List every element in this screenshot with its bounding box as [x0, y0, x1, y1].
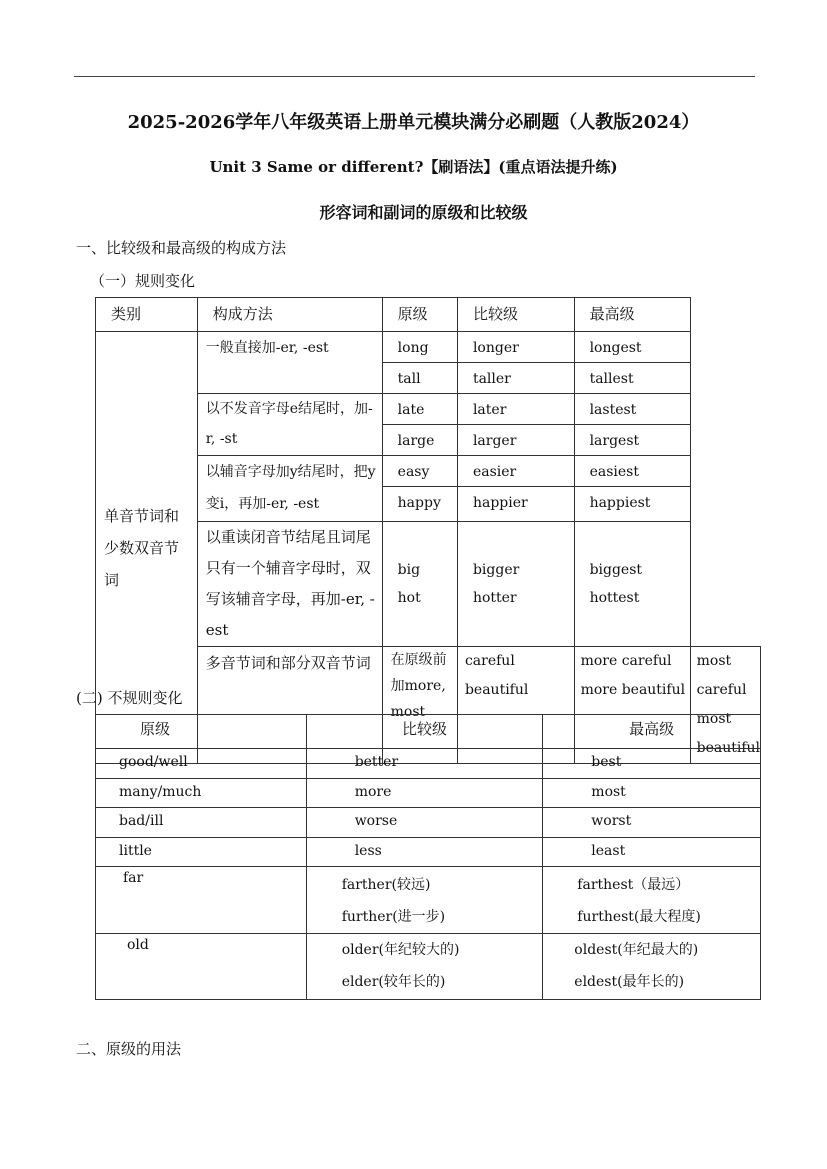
superlative-form-cell	[574, 522, 690, 647]
col-header: 比较级	[457, 298, 574, 332]
base-form: many/much	[96, 779, 307, 808]
comparative-form: less	[306, 838, 543, 867]
base-form: late	[382, 394, 457, 425]
section1-heading: 一、比较级和最高级的构成方法	[76, 239, 287, 257]
regular-heading: （一）规则变化	[90, 272, 196, 290]
base-form: easy	[382, 456, 457, 487]
comparative-form-cell	[306, 934, 543, 1000]
comparative-form: taller	[457, 363, 574, 394]
superlative-form: largest	[574, 425, 690, 456]
base-form: big	[397, 562, 421, 578]
table-row	[96, 808, 761, 838]
comparative-form: further(进一步)	[341, 909, 446, 925]
base-form: tall	[382, 363, 457, 394]
col-header: 类别	[96, 298, 198, 332]
superlative-form: most careful	[696, 653, 747, 698]
superlative-form-cell	[543, 934, 761, 1000]
base-form: bad/ill	[96, 808, 307, 838]
table-row	[96, 749, 761, 779]
superlative-form: farthest（最远）	[577, 877, 690, 893]
comparative-form: easier	[457, 456, 574, 487]
comparative-form: more beautiful	[580, 682, 686, 698]
topic-title: 形容词和副词的原级和比较级	[319, 203, 528, 222]
superlative-form: lastest	[574, 394, 690, 425]
superlative-form: easiest	[574, 456, 690, 487]
superlative-form: worst	[543, 808, 761, 838]
col-header: 原级	[96, 715, 307, 749]
base-form: hot	[397, 590, 421, 606]
col-header: 构成方法	[197, 298, 382, 332]
superlative-form: most beautiful	[696, 711, 760, 756]
comparative-form: larger	[457, 425, 574, 456]
header-rule	[74, 76, 755, 77]
document-title: 2025-2026学年八年级英语上册单元模块满分必刷题（人教版2024）	[127, 112, 700, 133]
base-form: far	[96, 867, 307, 934]
comparative-form: later	[457, 394, 574, 425]
base-form: little	[96, 838, 307, 867]
comparative-form: happier	[457, 487, 574, 522]
comparative-form: elder(较年长的)	[341, 974, 446, 990]
base-form-cell	[382, 522, 457, 647]
base-form: long	[382, 332, 457, 363]
table-row	[96, 332, 761, 363]
superlative-form: least	[543, 838, 761, 867]
comparative-form: farther(较远)	[341, 877, 431, 893]
table-row	[96, 838, 761, 867]
col-header: 原级	[382, 298, 457, 332]
col-header: 最高级	[574, 298, 690, 332]
category-cell: 单音节词和少数双音节词	[96, 332, 198, 764]
superlative-form: tallest	[574, 363, 690, 394]
superlative-form-cell	[543, 867, 761, 934]
comparative-form: better	[306, 749, 543, 779]
superlative-form: furthest(最大程度)	[577, 909, 701, 925]
superlative-form: most	[543, 779, 761, 808]
base-form: old	[96, 934, 307, 1000]
table-row	[96, 779, 761, 808]
comparative-form: longer	[457, 332, 574, 363]
table-row	[96, 934, 761, 1000]
base-form: careful	[464, 653, 515, 669]
table-header-row	[96, 715, 761, 749]
regular-table	[95, 297, 761, 764]
rule-cell: 一般直接加-er, -est	[197, 332, 382, 394]
comparative-form: bigger	[472, 562, 520, 578]
comparative-form: older(年纪较大的)	[341, 942, 460, 958]
rule-cell: 以辅音字母加y结尾时，把y变i，再加-er, -est	[197, 456, 382, 522]
comparative-form-cell	[306, 867, 543, 934]
comparative-form: more	[306, 779, 543, 808]
section2-heading: 二、原级的用法	[76, 1040, 182, 1058]
superlative-form: happiest	[574, 487, 690, 522]
superlative-form: hottest	[589, 590, 640, 606]
rule-cell: 以不发音字母e结尾时，加-r, -st	[197, 394, 382, 456]
comparative-form: hotter	[472, 590, 517, 606]
superlative-form: biggest	[589, 562, 643, 578]
superlative-form: best	[543, 749, 761, 779]
col-header: 比较级	[306, 715, 543, 749]
col-header: 最高级	[543, 715, 761, 749]
category-cell: 多音节词和部分双音节词	[197, 647, 382, 764]
superlative-form: eldest(最年长的)	[574, 974, 685, 990]
comparative-form: worse	[306, 808, 543, 838]
rule-cell: 以重读闭音节结尾且词尾只有一个辅音字母时，双写该辅音字母，再加-er, -est	[197, 522, 382, 647]
irregular-heading: (二) 不规则变化	[76, 689, 183, 707]
superlative-form: oldest(年纪最大的)	[574, 942, 699, 958]
unit-subtitle: Unit 3 Same or different?【刷语法】(重点语法提升练)	[209, 158, 618, 176]
base-form: large	[382, 425, 457, 456]
base-form: happy	[382, 487, 457, 522]
comparative-form: more careful	[580, 653, 672, 669]
table-header-row	[96, 298, 761, 332]
superlative-form: longest	[574, 332, 690, 363]
rule-cell: 在原级前加more, most	[382, 647, 457, 764]
comparative-form-cell	[457, 522, 574, 647]
table-row	[96, 867, 761, 934]
irregular-table	[95, 714, 761, 1000]
base-form: good/well	[96, 749, 307, 779]
base-form: beautiful	[464, 682, 529, 698]
